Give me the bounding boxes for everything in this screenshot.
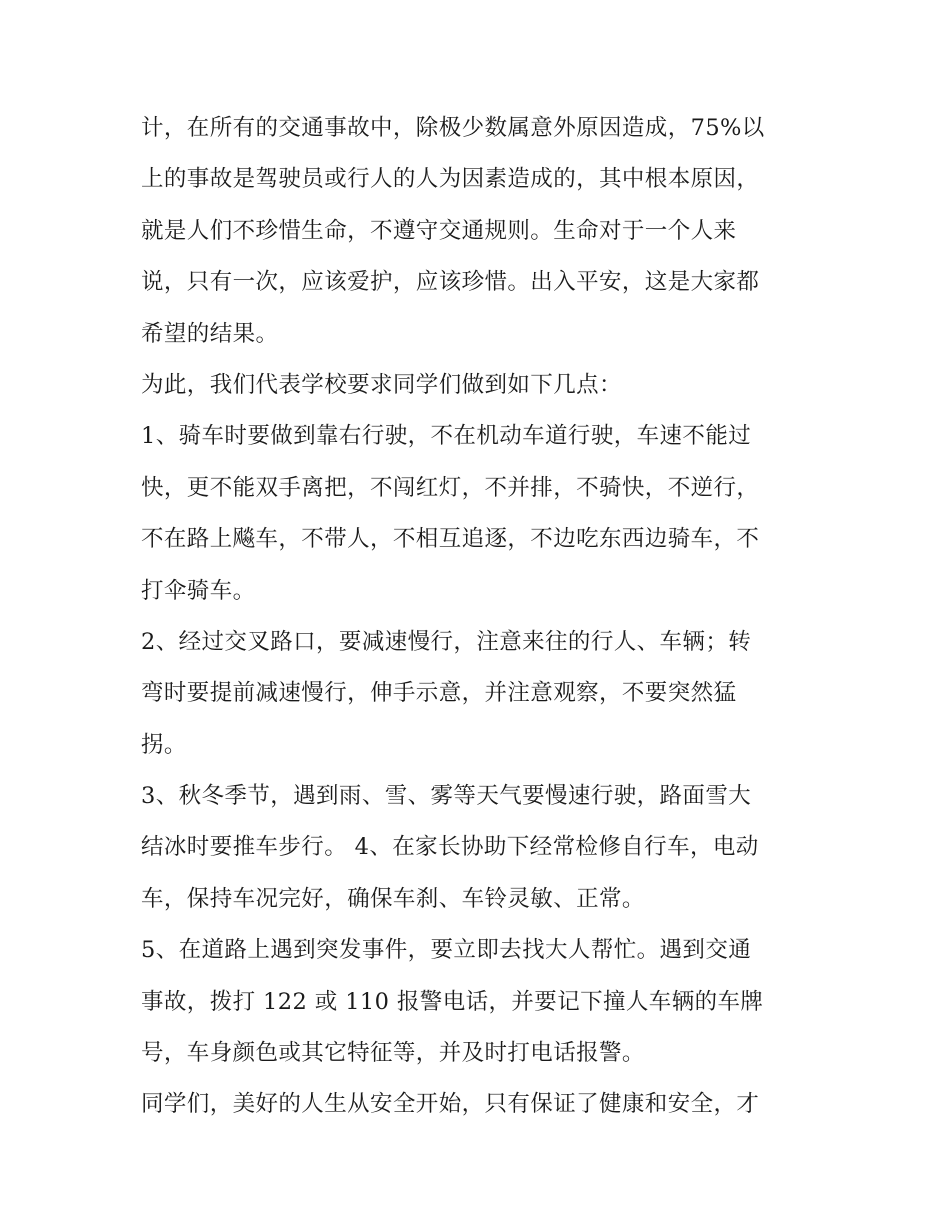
text-line: 为此，我们代表学校要求同学们做到如下几点： xyxy=(141,371,622,398)
text-line: 说，只有一次，应该爱护，应该珍惜。出入平安，这是大家都 xyxy=(141,269,760,296)
text-line: 1、骑车时要做到靠右行驶，不在机动车道行驶，车速不能过 xyxy=(141,423,752,450)
text-line: 打伞骑车。 xyxy=(141,577,256,604)
text-line: 上的事故是驾驶员或行人的人为因素造成的，其中根本原因， xyxy=(141,166,760,193)
text-line: 希望的结果。 xyxy=(141,320,279,347)
text-line: 结冰时要推车步行。 4、在家长协助下经常检修自行车，电动 xyxy=(141,834,759,861)
text-line: 快，更不能双手离把，不闯红灯，不并排，不骑快，不逆行， xyxy=(141,474,760,501)
text-line: 3、秋冬季节，遇到雨、雪、雾等天气要慢速行驶，路面雪大 xyxy=(141,783,752,810)
text-line: 就是人们不珍惜生命，不遵守交通规则。生命对于一个人来 xyxy=(141,217,737,244)
text-line: 车，保持车况完好，确保车刹、车铃灵敏、正常。 xyxy=(141,885,645,912)
text-line: 拐。 xyxy=(141,731,187,758)
body-text xyxy=(141,103,821,1131)
text-line: 事故，拨打 122 或 110 报警电话，并要记下撞人车辆的车牌 xyxy=(141,988,764,1015)
text-line: 5、在道路上遇到突发事件，要立即去找大人帮忙。遇到交通 xyxy=(141,937,752,964)
text-line: 号，车身颜色或其它特征等，并及时打电话报警。 xyxy=(141,1040,645,1067)
text-line: 不在路上飚车，不带人，不相互追逐，不边吃东西边骑车，不 xyxy=(141,526,760,553)
text-line: 同学们，美好的人生从安全开始，只有保证了健康和安全，才 xyxy=(141,1091,760,1118)
text-line: 计，在所有的交通事故中，除极少数属意外原因造成，75%以 xyxy=(141,115,765,141)
text-line: 2、经过交叉路口，要减速慢行，注意来往的行人、车辆；转 xyxy=(141,628,752,655)
text-line: 弯时要提前减速慢行，伸手示意，并注意观察，不要突然猛 xyxy=(141,680,737,707)
